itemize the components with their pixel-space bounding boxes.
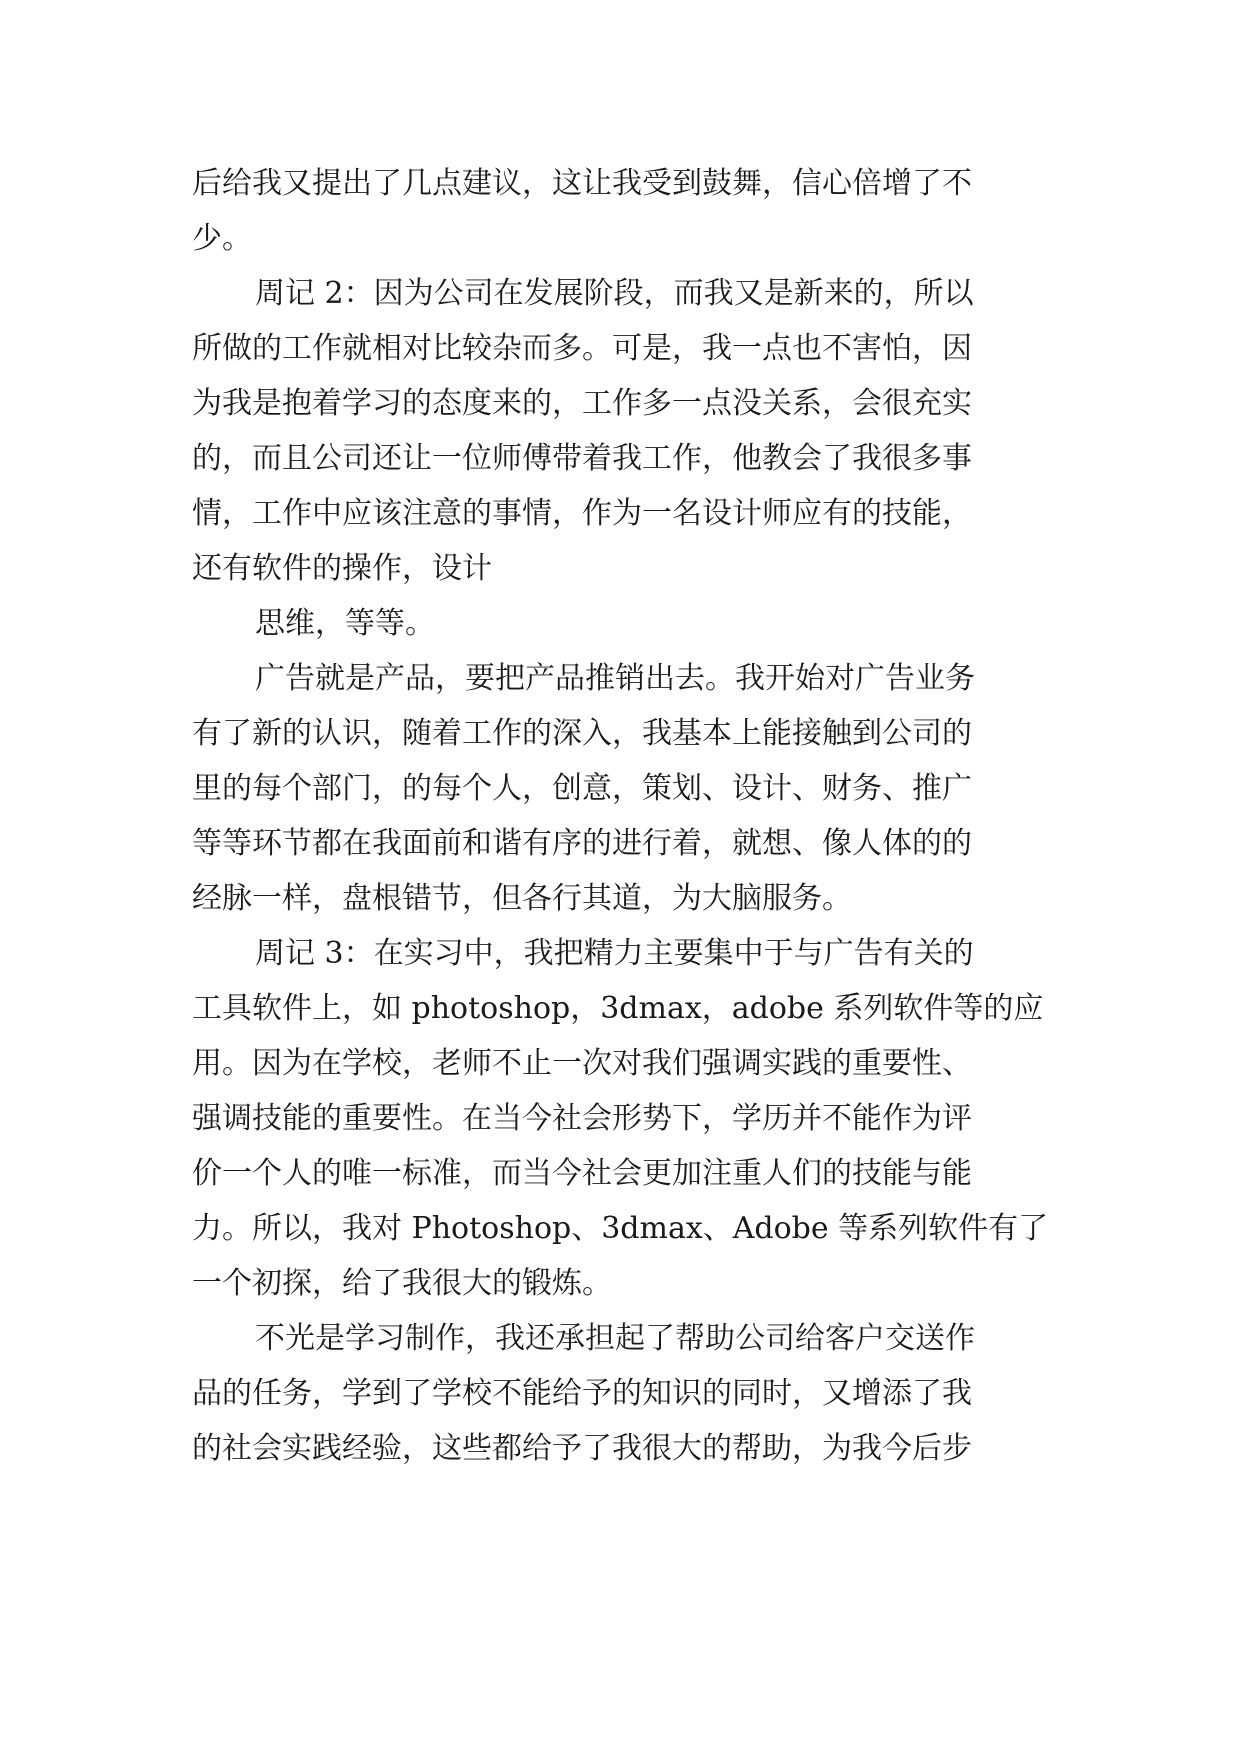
body-text-line: 工具软件上，如 photoshop，3dmax，adobe 系列软件等的应	[192, 991, 1044, 1026]
body-text-line: 还有软件的操作，设计	[192, 551, 492, 586]
body-text-line: 所做的工作就相对比较杂而多。可是，我一点也不害怕，因	[192, 331, 972, 366]
body-text-line: 品的任务，学到了学校不能给予的知识的同时，又增添了我	[192, 1376, 972, 1411]
body-text-line: 价一个人的唯一标准，而当今社会更加注重人们的技能与能	[192, 1156, 972, 1191]
body-text-line: 强调技能的重要性。在当今社会形势下，学历并不能作为评	[192, 1101, 972, 1136]
body-text-line: 用。因为在学校，老师不止一次对我们强调实践的重要性、	[192, 1046, 972, 1081]
body-text-line: 有了新的认识，随着工作的深入，我基本上能接触到公司的	[192, 716, 972, 751]
body-text-line: 情，工作中应该注意的事情，作为一名设计师应有的技能，	[192, 496, 972, 531]
paragraph-first-line: 思维，等等。	[255, 606, 435, 641]
body-text-line: 力。所以，我对 Photoshop、3dmax、Adobe 等系列软件有了	[192, 1211, 1049, 1246]
body-text-line: 一个初探，给了我很大的锻炼。	[192, 1266, 612, 1301]
body-text-line: 后给我又提出了几点建议，这让我受到鼓舞，信心倍增了不	[192, 166, 972, 201]
body-text-line: 等等环节都在我面前和谐有序的进行着，就想、像人体的的	[192, 826, 972, 861]
body-text-line: 的社会实践经验，这些都给予了我很大的帮助，为我今后步	[192, 1431, 972, 1466]
paragraph-first-line: 不光是学习制作，我还承担起了帮助公司给客户交送作	[255, 1321, 975, 1356]
body-text-line: 经脉一样，盘根错节，但各行其道，为大脑服务。	[192, 881, 852, 916]
paragraph-first-line: 周记 3：在实习中，我把精力主要集中于与广告有关的	[255, 936, 974, 971]
paragraph-first-line: 广告就是产品，要把产品推销出去。我开始对广告业务	[255, 661, 975, 696]
body-text-line: 的，而且公司还让一位师傅带着我工作，他教会了我很多事	[192, 441, 972, 476]
body-text-line: 为我是抱着学习的态度来的，工作多一点没关系，会很充实	[192, 386, 972, 421]
body-text-line: 里的每个部门，的每个人，创意，策划、设计、财务、推广	[192, 771, 972, 806]
body-text-line: 少。	[192, 221, 252, 256]
paragraph-first-line: 周记 2：因为公司在发展阶段，而我又是新来的，所以	[255, 276, 974, 311]
